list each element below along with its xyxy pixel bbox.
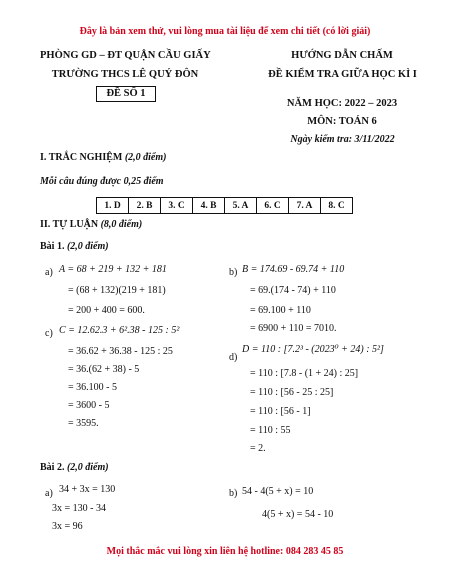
answer-cell: 5. A xyxy=(225,198,257,214)
bai2-title: Bài 2. xyxy=(40,462,65,473)
answer-cell: 2. B xyxy=(129,198,161,214)
bottom-banner: Mọi thắc mắc vui lòng xin liên hệ hotline: 084 283 45 85 xyxy=(106,546,344,557)
school-year: NĂM HỌC: 2022 – 2023 xyxy=(286,98,398,109)
bai2-b-line: 54 - 4(5 + x) = 10 xyxy=(242,486,314,497)
bai1-c-line: = 36.100 - 5 xyxy=(68,382,117,393)
bai1-b-line: B = 174.69 - 69.74 + 110 xyxy=(242,264,345,275)
bai1-a-line: = (68 + 132)(219 + 181) xyxy=(68,285,166,296)
bai1-d-line: = 110 : [56 - 25 : 25] xyxy=(250,387,334,398)
bai1-points: (2,0 điểm) xyxy=(66,241,109,252)
bai1-c-line: = 36.(62 + 38) - 5 xyxy=(68,364,140,375)
bai1-d-line: = 2. xyxy=(250,443,266,454)
school-name: TRƯỜNG THCS LÊ QUÝ ĐÔN xyxy=(51,69,199,80)
answer-cell: 6. C xyxy=(257,198,289,214)
department-name: PHÒNG GD – ĐT QUẬN CẦU GIẤY xyxy=(40,50,211,61)
bai1-a-line: A = 68 + 219 + 132 + 181 xyxy=(59,264,167,275)
answer-row xyxy=(97,198,353,214)
bai1-b-line: = 69.(174 - 74) + 110 xyxy=(250,285,336,296)
bai2-b-line: 4(5 + x) = 54 - 10 xyxy=(262,509,334,520)
bai1-b-line: = 69.100 + 110 xyxy=(250,305,311,316)
answer-key-title: HƯỚNG DẪN CHẤM xyxy=(291,50,393,61)
bai1-c-line: = 3600 - 5 xyxy=(68,400,110,411)
bai1-b-label: b) xyxy=(229,267,238,278)
bai1-b-line: = 6900 + 110 = 7010. xyxy=(250,323,337,334)
answer-cell: 1. D xyxy=(97,198,129,214)
bai1-a-line: = 200 + 400 = 600. xyxy=(68,305,145,316)
section1-title: I. TRẮC NGHIỆM xyxy=(40,152,123,163)
answer-cell: 3. C xyxy=(161,198,193,214)
bai1-d-line: = 110 : [7.8 - (1 + 24) : 25] xyxy=(250,368,359,379)
bai2-a-line: 3x = 96 xyxy=(52,521,83,532)
section1-points: (2,0 điểm) xyxy=(124,152,167,163)
bai2-heading xyxy=(40,462,109,473)
bai1-d-label: d) xyxy=(229,352,238,363)
bai1-d-line: D = 110 : [7.2³ - (2023⁰ + 24) : 5²] xyxy=(242,344,384,355)
bai2-b-label: b) xyxy=(229,488,238,499)
section2-points: (8,0 điểm) xyxy=(100,219,143,230)
section1-note: Mỗi câu đúng được 0,25 điểm xyxy=(40,176,164,187)
bai2-a-label: a) xyxy=(45,488,53,499)
bai1-d-line: = 110 : 55 xyxy=(250,425,291,436)
answer-cell: 7. A xyxy=(289,198,321,214)
bai1-title: Bài 1. xyxy=(40,241,65,252)
exam-title: ĐỀ KIỂM TRA GIỮA HỌC KÌ I xyxy=(268,69,417,80)
section2-heading xyxy=(40,219,142,230)
bai1-c-line: C = 12.62.3 + 6².38 - 125 : 5² xyxy=(59,325,180,336)
bai1-c-line: = 36.62 + 36.38 - 125 : 25 xyxy=(68,346,173,357)
top-banner: Đây là bản xem thử, vui lòng mua tài liệu để xem chi tiết (có lời giải) xyxy=(79,26,371,37)
answer-cell: 8. C xyxy=(321,198,353,214)
bai1-d-line: = 110 : [56 - 1] xyxy=(250,406,311,417)
subject: MÔN: TOÁN 6 xyxy=(307,116,377,127)
bai1-c-label: c) xyxy=(45,328,53,339)
bai2-points: (2,0 điểm) xyxy=(66,462,109,473)
bai1-heading xyxy=(40,241,109,252)
bai2-a-line: 3x = 130 - 34 xyxy=(52,503,106,514)
exam-code-box: ĐỀ SỐ 1 xyxy=(96,86,156,102)
bai1-c-line: = 3595. xyxy=(68,418,99,429)
bai1-a-label: a) xyxy=(45,267,53,278)
exam-date: Ngày kiểm tra: 3/11/2022 xyxy=(290,134,395,145)
section1-heading xyxy=(40,152,166,163)
answer-cell: 4. B xyxy=(193,198,225,214)
answer-table xyxy=(96,197,353,214)
section2-title: II. TỰ LUẬN xyxy=(40,219,99,230)
bai2-a-line: 34 + 3x = 130 xyxy=(59,484,116,495)
